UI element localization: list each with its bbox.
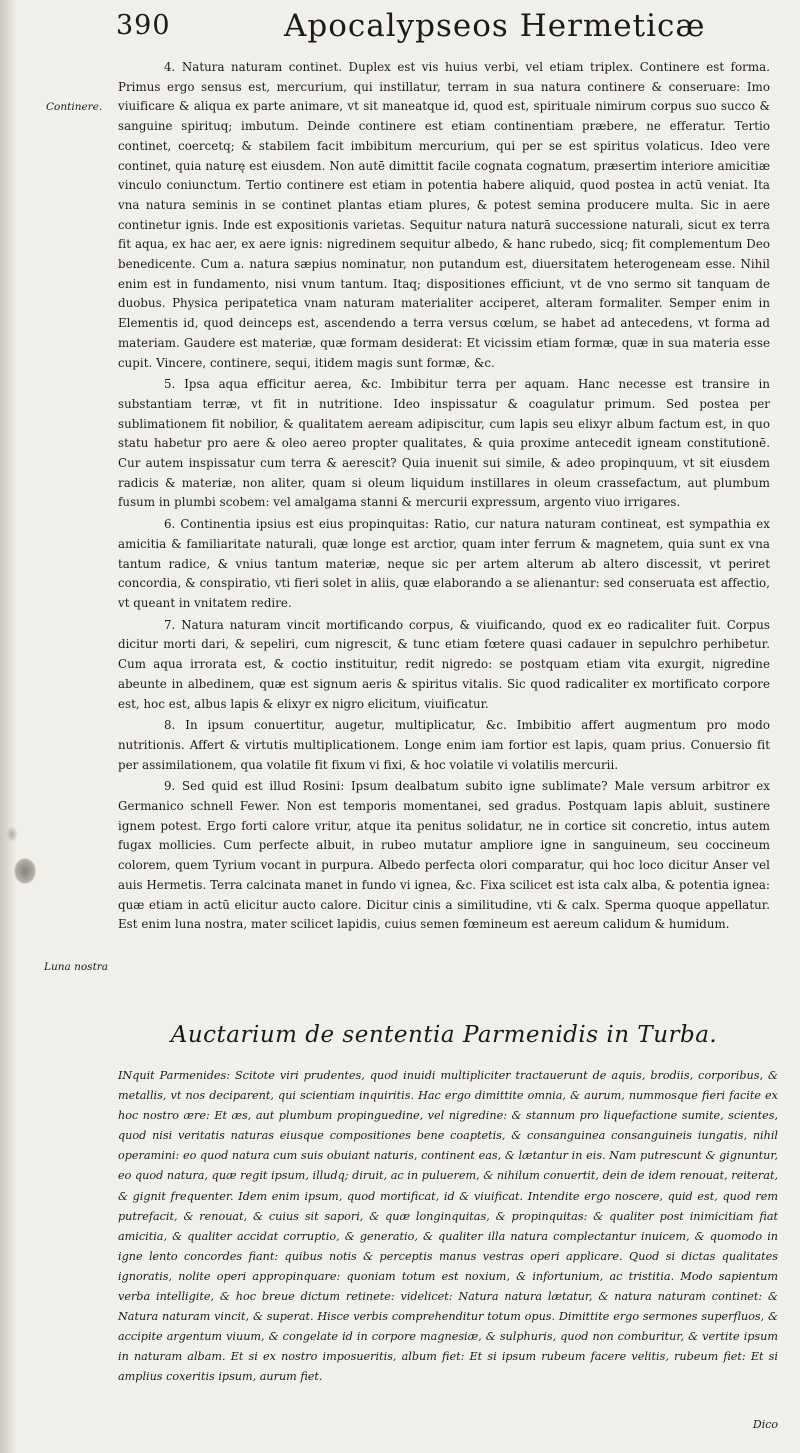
running-head: Apocalypseos Hermeticæ [284, 8, 706, 44]
paragraph-5: 5. Ipsa aqua efficitur aerea, &c. Imbibitur terra per aquam. Hanc necesse est transire in substantiam terræ, vt fit in nutritione. Ideo inspissatur & coagulatur primum. Sed postea per sublimationem fit nobilior, & qualitatem aeream adipiscitur, cum lapis seu elixyr album factum est, in quo statu habetur pro aere & oleo aereo propter qualitates, & quia proxime antecedit igneam constitutionē. Cur autem inspissatur cum terra & aerescit? Quia inuenit sui simile, & adeo propinquum, vt sit eiusdem radicis & materiæ, non aliter, quam si oleum liquidum instillares in oleum crassefactum, aut plumbum fusum in plumbi scobem: vel amalgama stanni & mercurii expressum, argento viuo irrigares. [118, 377, 770, 510]
margin-note-luna-nostra: Luna nostra [44, 961, 109, 973]
paragraph-6: 6. Continentia ipsius est eius propinquitas: Ratio, cur natura naturam contineat, est sympathia ex amicitia & familiaritate naturali, quæ longe est arctior, quam inter ferrum & magnetem, quia sunt ex vna tantum radice, & vnius tantum materiæ, neque sic per artem alterum ab altero discessit, vt periret concordia, & conspiratio, vti fieri solet in aliis, quæ elaborando a se alienantur: sed conseruata est affectio, vt queant in vnitatem redire. [118, 517, 770, 610]
paragraph-9: 9. Sed quid est illud Rosini: Ipsum dealbatum subito igne sublimate? Male versum arbitror ex Germanico schnell Fewer. Non est temporis momentanei, sed gradus. Postquam lapis abluit, sustinere ignem potest. Ergo forti calore vritur, atque ita penitus solidatur, ne in cortice sit concretio, intus autem fugax mollicies. Cum perfecte albuit, in rubeo mutatur ampliore igne in sanguineum, seu coccineum colorem, quem Tyrium vocant in purpura. Albedo perfecta olori comparatur, qui hoc loco dicitur Anser vel auis Hermetis. Terra calcinata manet in fundo vi ignea, &c. Fixa scilicet est ista calx alba, & potentia ignea: quæ etiam in actū elicitur aucto calore. Dicitur cinis a similitudine, vti & calx. Sperma quoque appellatur. Est enim luna nostra, mater scilicet lapidis, cuius semen fœmineum est aereum calidum & humidum. [118, 779, 770, 932]
page-number: 390 [116, 10, 171, 41]
catchword: Dico [752, 1418, 778, 1431]
paragraph-4: 4. Natura naturam continet. Duplex est vis huius verbi, vel etiam triplex. Continere est forma. Primus ergo sensus est, mercurium, qui instillatur, terram in sua natura continere & conseruare: Imo viuificare & aliqua ex parte animare, vt sit maneatque id, quod est, spirituale nimirum corpus suo succo & sanguine spirituq; imbutum. Deinde continere est etiam continentiam præbere, ne efferatur. Tertio continet, coercetq; & stabilem facit imbibitum mercurium, qui per se est spiritus volaticus. Ideo vere continet, quia naturę est eiusdem. Non autē dimittit facile cognata cognatum, præsertim interiore amicitiæ vinculo coniunctum. Tertio continere est etiam in potentia habere aliquid, quod postea in actū veniat. Ita vna natura seminis in se continet plantas etiam plures, & potest semina producere multa. Sic in aere continetur ignis. Inde est expositionis varietas. Sequitur natura naturā successione naturali, sicut ex terra fit aqua, ex hac aer, ex aere ignis: nigredinem sequitur albedo, & hanc rubedo, sicq; fit complementum Deo benedicente. Cum a. natura sæpius nominatur, non putandum est, diuersitatem heterogeneam esse. Nihil enim est in fundamento, nisi vnum tantum. Itaq; dispositiones efficiunt, vt de vno sermo sit tanquam de duobus. Physica peripatetica vnam naturam materialiter acciperet, alteram formaliter. Semper enim in Elementis id, quod deinceps est, ascendendo a terra versus cœlum, se habet ad antecedens, vt forma ad materiam. Gaudere est materiæ, quæ formam desiderat: Et vicissim etiam formæ, quæ in sua materia esse cupit. Vincere, continere, sequi, itidem magis sunt formæ, &c. [118, 60, 770, 370]
paragraph-8: 8. In ipsum conuertitur, augetur, multiplicatur, &c. Imbibitio affert augmentum pro modo nutritionis. Affert & virtutis multiplicationem. Longe enim iam fortior est lapis, quam prius. Conuersio fit per assimilationem, qua volatile fit fixum vi fixi, & hoc volatile vi volatilis mercurii. [118, 718, 770, 772]
gutter-shadow [0, 0, 16, 1453]
section-heading: Auctarium de sententia Parmenidis in Turba. [170, 1022, 718, 1048]
ink-stain [6, 826, 18, 842]
margin-note-continere: Continere. [46, 101, 103, 113]
commentary-body [118, 58, 770, 937]
page-header [116, 4, 796, 52]
ink-stain [14, 858, 36, 884]
paragraph-7: 7. Natura naturam vincit mortificando corpus, & viuificando, quod ex eo radicaliter fuit. Corpus dicitur morti dari, & sepeliri, cum nigrescit, & tunc etiam fœtere quasi cadauer in sepulchro perhibetur. Cum aqua irrorata est, & coctio instituitur, redit nigredo: se postquam etiam vita exurgit, nigredine abeunte in albedinem, quæ est signum aeris & spiritus vitalis. Sic quod radicaliter ex mortificato corpore est, hoc est, albus lapis & elixyr ex nigro elicitum, viuificatur. [118, 617, 770, 711]
auctarium-text: INquit Parmenides: Scitote viri prudentes, quod inuidi multipliciter tractauerunt de aquis, brodiis, corporibus, & metallis, vt nos deciparent, qui scientiam inquiritis. Hac ergo dimittite omnia, & aurum, nummosque fieri facite ex hoc nostro ære: Et æs, aut plumbum propinguedine, vel nigredine: & stannum pro liquefactione sumite, scientes, quod nisi veritatis naturas eiusque compositiones bene coaptetis, & consanguinea consanguineis iungatis, nihil operamini: eo quod natura cum suis obuiant naturis, continent eas, & lætantur in eis. Nam putrescunt & gignuntur, eo quod natura, quæ regit ipsum, illudq; diruit, ac in puluerem, & nihilum conuertit, dein de idem renouat, reiterat, & gignit frequenter. Idem enim ipsum, quod mortificat, id & viuificat. Intendite ergo noscere, quid est, quod rem putrefacit, & renouat, & cuius sit sapori, & quæ longinquitas, & propinquitas: & qualiter post inimicitiam fiat amicitia, & qualiter accidat corruptio, & generatio, & qualiter illa natura complectantur inuicem, & quomodo in igne lento concordes fiant: quibus notis & perceptis manus vestras operi applicare. Quod si dictas qualitates ignoratis, nolite operi appropinquare: quoniam totum est noxium, & infortunium, ac tristitia. Modo sapientum verba intelligite, & hoc breue dictum retinete: videlicet: Natura natura lætatur, & natura naturam continet: & Natura naturam vincit, & superat. Hisce verbis comprehenditur totum opus. Dimittite ergo sermones superfluos, & accipite argentum viuum, & congelate id in corpore magnesiæ, & sulphuris, quod non comburitur, & vertite ipsum in naturam albam. Et si ex nostro imposueritis, album fiet: Et si ipsum rubeum facere velitis, rubeum fiet: Et si amplius coxeritis ipsum, aurum fiet. [118, 1069, 778, 1384]
